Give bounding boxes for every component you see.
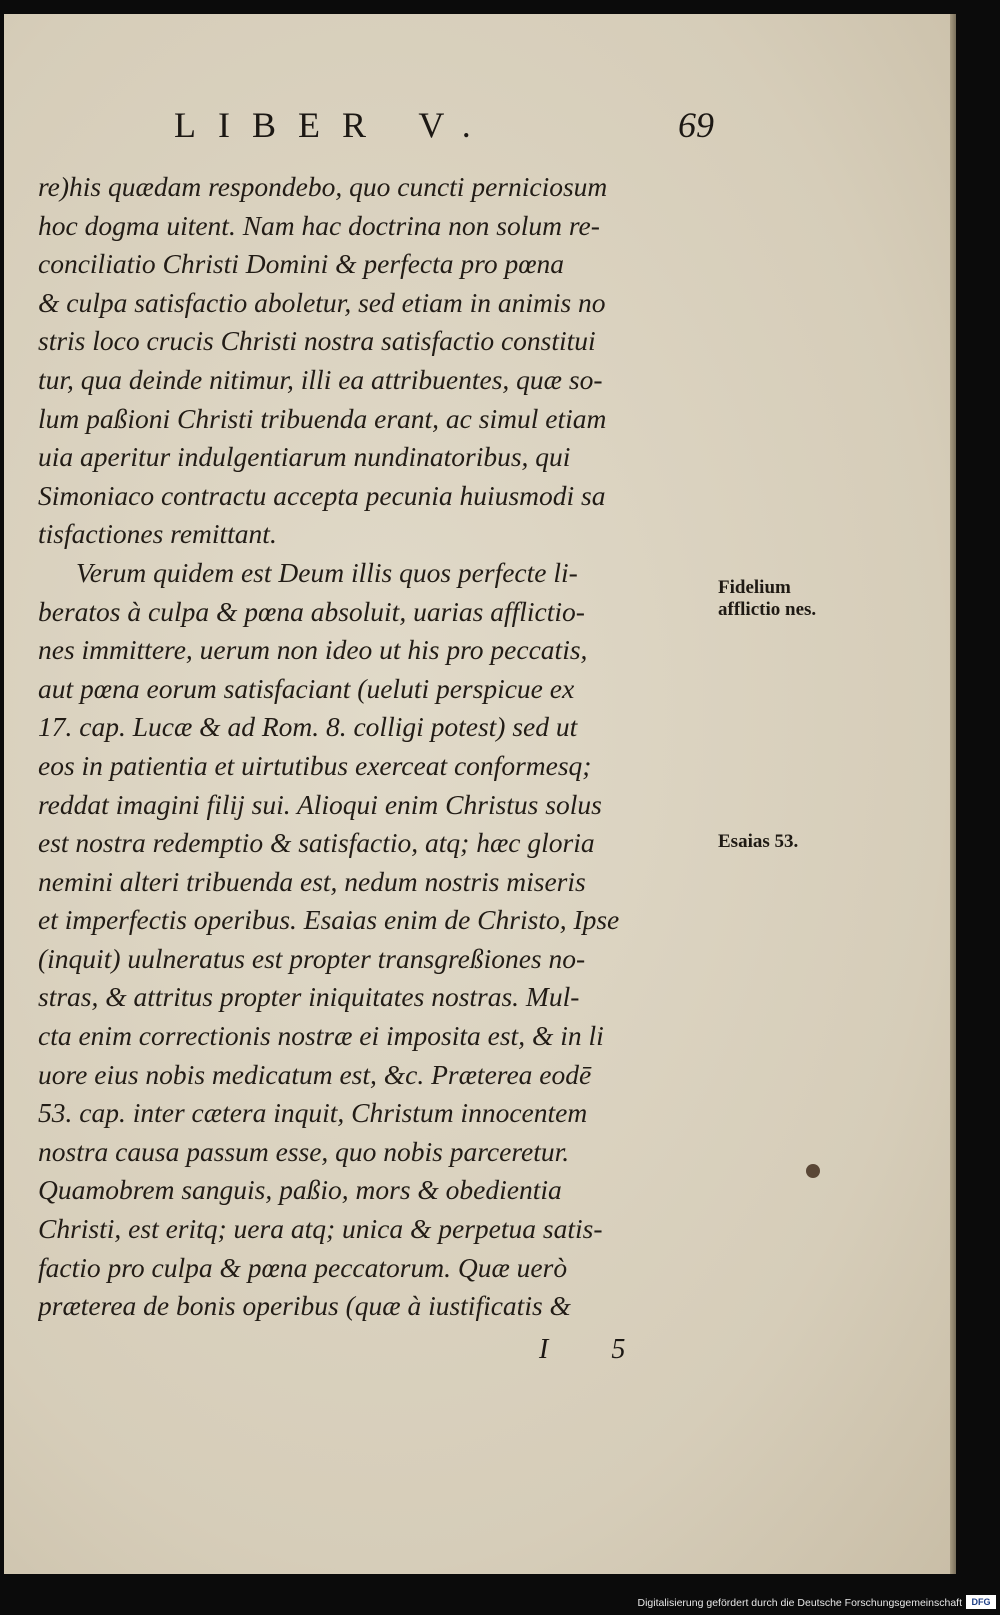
- margin-note-fidelium: Fidelium afflictio nes.: [718, 577, 817, 620]
- text-line: præterea de bonis operibus (quæ à iustificatis &: [38, 1290, 571, 1322]
- text-line: aut pœna eorum satisfaciant (ueluti perspicue ex: [38, 672, 575, 704]
- digitization-credit: Digitalisierung gefördert durch die Deutsche Forschungsgemeinschaft: [637, 1597, 962, 1609]
- text-line: nemini alteri tribuenda est, nedum nostris miseris: [38, 865, 586, 897]
- margin-note-esaias: Esaias 53.: [718, 831, 799, 852]
- text-line: factio pro culpa & pœna peccatorum. Quæ uerò: [38, 1251, 568, 1283]
- text-line: nostra causa passum esse, quo nobis parceretur.: [38, 1135, 570, 1167]
- page-edge: [950, 14, 956, 1574]
- text-line: 17. cap. Lucæ & ad Rom. 8. colligi potest) sed ut: [38, 711, 578, 743]
- text-line: lum paßioni Christi tribuenda erant, ac simul etiam: [38, 402, 607, 434]
- folio-number: 69: [678, 105, 714, 145]
- dfg-logo: DFG: [966, 1595, 996, 1609]
- text-line: Christi, est eritq; uera atq; unica & perpetua satis-: [38, 1213, 603, 1245]
- running-title: LIBER V.: [174, 105, 493, 145]
- text-line: & culpa satisfactio aboletur, sed etiam in animis no: [38, 286, 606, 318]
- text-line: (inquit) uulneratus est propter transgreßiones no-: [38, 942, 586, 974]
- text-line: cta enim correctionis nostræ ei imposita est, & in li: [38, 1020, 604, 1052]
- text-line: reddat imagini filij sui. Alioqui enim Christus solus: [38, 788, 602, 820]
- text-line: Quamobrem sanguis, paßio, mors & obedientia: [38, 1174, 562, 1206]
- text-line: et imperfectis operibus. Esaias enim de Christo, Ipse: [38, 904, 620, 936]
- text-line: est nostra redemptio & satisfactio, atq; hæc gloria: [38, 827, 595, 859]
- text-line: hoc dogma uitent. Nam hac doctrina non solum re-: [38, 209, 600, 241]
- signature-mark: I 5: [539, 1334, 654, 1365]
- text-line: uore eius nobis medicatum est, &c. Præterea eodē: [38, 1058, 592, 1090]
- text-line: tur, qua deinde nitimur, illi ea attribuentes, quæ so-: [38, 363, 603, 395]
- text-line: tisfactiones remittant.: [38, 518, 277, 550]
- text-line: Simoniaco contractu accepta pecunia huiusmodi sa: [38, 479, 606, 511]
- text-line: beratos à culpa & pœna absoluit, uarias afflictio-: [38, 595, 585, 627]
- body-text: [38, 168, 714, 1326]
- text-line: uia aperitur indulgentiarum nundinatoribus, qui: [38, 441, 571, 473]
- text-line-paragraph-start: Verum quidem est Deum illis quos perfecte li-: [76, 556, 578, 588]
- text-line: stras, & attritus propter iniquitates nostras. Mul-: [38, 981, 580, 1013]
- text-line: re)his quædam respondebo, quo cuncti perniciosum: [38, 171, 608, 202]
- text-line: eos in patientia et uirtutibus exerceat conformesq;: [38, 749, 592, 781]
- text-line: nes immittere, uerum non ideo ut his pro peccatis,: [38, 634, 588, 666]
- book-page: [4, 14, 956, 1574]
- text-line: conciliatio Christi Domini & perfecta pro pœna: [38, 248, 565, 280]
- text-line: 53. cap. inter cætera inquit, Christum innocentem: [38, 1097, 588, 1129]
- page-header: [174, 104, 714, 154]
- ink-spot: [806, 1164, 820, 1178]
- text-line: stris loco crucis Christi nostra satisfactio constitui: [38, 325, 596, 357]
